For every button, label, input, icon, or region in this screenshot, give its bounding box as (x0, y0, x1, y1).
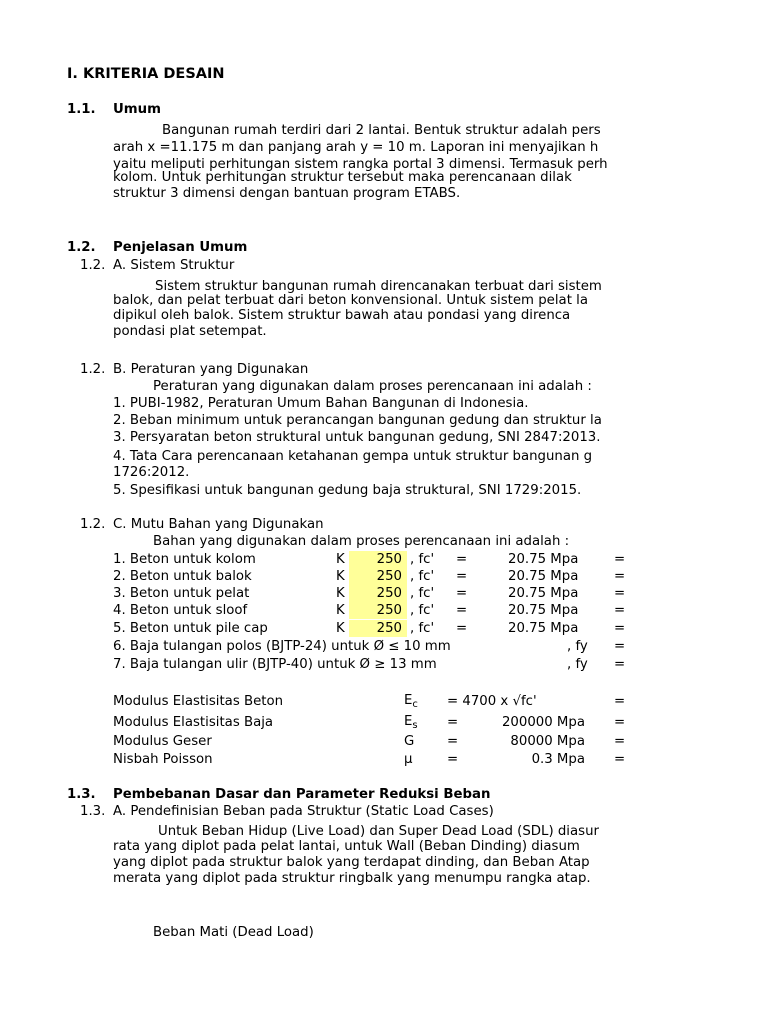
equals: = (614, 552, 626, 567)
subsection-1-2-c-number: 1.2. (80, 517, 106, 532)
modulus-label: Modulus Geser (113, 734, 212, 749)
fy-label: , fy (567, 639, 588, 654)
equals: = (614, 752, 626, 767)
section-1-2-number: 1.2. (67, 240, 96, 255)
grade-k: K (336, 586, 345, 601)
section-1-3-number: 1.3. (67, 787, 96, 802)
dead-load-heading: Beban Mati (Dead Load) (153, 925, 314, 940)
regulation-item: 4. Tata Cara perencanaan ketahanan gempa untuk struktur bangunan g (113, 449, 593, 464)
modulus-value: 0.3 Mpa (531, 752, 585, 767)
fc-label: , fc' (410, 569, 435, 584)
modulus-symbol: G (404, 734, 415, 749)
equals: = (614, 639, 626, 654)
material-label: 6. Baja tulangan polos (BJTP-24) untuk Ø ≤ 10 mm (113, 639, 451, 654)
paragraph-line: Sistem struktur bangunan rumah direncanakan terbuat dari sistem (155, 279, 602, 294)
equals: = (447, 752, 459, 767)
paragraph-line: pondasi plat setempat. (113, 324, 267, 339)
equals: = (456, 603, 468, 618)
fc-value: 20.75 Mpa (508, 603, 579, 618)
subsection-1-2-a-title: A. Sistem Struktur (113, 258, 235, 273)
equals: = (614, 621, 626, 636)
paragraph-line: yang diplot pada struktur balok yang terdapat dinding, dan Beban Atap (113, 855, 590, 870)
subsection-1-2-b-number: 1.2. (80, 362, 106, 377)
subsection-1-3-a-title: A. Pendefinisian Beban pada Struktur (Static Load Cases) (113, 804, 494, 819)
fc-value: 20.75 Mpa (508, 552, 579, 567)
grade-value: 250 (349, 620, 407, 637)
regulation-item: 1. PUBI-1982, Peraturan Umum Bahan Bangunan di Indonesia. (113, 396, 529, 411)
modulus-value: 80000 Mpa (510, 734, 585, 749)
subsection-1-2-a-number: 1.2. (80, 258, 106, 273)
grade-k: K (336, 603, 345, 618)
modulus-formula: = 4700 x √fc' (447, 694, 537, 709)
modulus-symbol: $E_c$ (404, 693, 418, 710)
paragraph-line: merata yang diplot pada struktur ringbalk yang menumpu rangka atap. (113, 871, 591, 886)
paragraph-line: yaitu meliputi perhitungan sistem rangka portal 3 dimensi. Termasuk perh (113, 157, 608, 172)
fc-label: , fc' (410, 586, 435, 601)
modulus-label: Modulus Elastisitas Beton (113, 694, 284, 709)
regulation-item: 1726:2012. (113, 465, 190, 480)
fc-label: , fc' (410, 552, 435, 567)
equals: = (456, 552, 468, 567)
equals: = (614, 603, 626, 618)
paragraph-line: balok, dan pelat terbuat dari beton konvensional. Untuk sistem pelat la (113, 293, 588, 308)
fy-label: , fy (567, 657, 588, 672)
material-intro: Bahan yang digunakan dalam proses perencanaan ini adalah : (153, 534, 570, 549)
paragraph-line: Untuk Beban Hidup (Live Load) dan Super Dead Load (SDL) diasur (158, 824, 599, 839)
paragraph-line: struktur 3 dimensi dengan bantuan program ETABS. (113, 186, 461, 201)
grade-k: K (336, 552, 345, 567)
equals: = (614, 657, 626, 672)
section-1-3-heading: Pembebanan Dasar dan Parameter Reduksi Beban (113, 787, 491, 802)
section-1-2-heading: Penjelasan Umum (113, 240, 248, 255)
subsection-1-2-c-title: C. Mutu Bahan yang Digunakan (113, 517, 324, 532)
modulus-symbol: $E_s$ (404, 714, 418, 731)
equals: = (456, 621, 468, 636)
equals: = (614, 715, 626, 730)
modulus-label: Nisbah Poisson (113, 752, 213, 767)
modulus-symbol: μ (404, 752, 413, 767)
modulus-label: Modulus Elastisitas Baja (113, 715, 274, 730)
equals: = (447, 715, 459, 730)
grade-value: 250 (349, 585, 407, 602)
fc-value: 20.75 Mpa (508, 621, 579, 636)
equals: = (614, 734, 626, 749)
paragraph-line: Bangunan rumah terdiri dari 2 lantai. Bentuk struktur adalah pers (162, 123, 601, 138)
section-1-1-number: 1.1. (67, 102, 96, 117)
equals: = (614, 694, 626, 709)
grade-value: 250 (349, 602, 407, 619)
regulation-item: 3. Persyaratan beton struktural untuk bangunan gedung, SNI 2847:2013. (113, 430, 601, 445)
fc-label: , fc' (410, 621, 435, 636)
equals: = (614, 586, 626, 601)
grade-k: K (336, 621, 345, 636)
modulus-value: 200000 Mpa (501, 715, 585, 730)
equals: = (456, 586, 468, 601)
regulation-item: 2. Beban minimum untuk perancangan bangunan gedung dan struktur la (113, 413, 602, 428)
section-1-1-heading: Umum (113, 102, 161, 117)
material-label: 2. Beton untuk balok (113, 569, 252, 584)
material-label: 7. Baja tulangan ulir (BJTP-40) untuk Ø ≥ 13 mm (113, 657, 437, 672)
equals: = (447, 734, 459, 749)
grade-value: 250 (349, 568, 407, 585)
subsection-1-3-a-number: 1.3. (80, 804, 106, 819)
grade-value: 250 (349, 551, 407, 568)
material-label: 4. Beton untuk sloof (113, 603, 248, 618)
document-title: I. KRITERIA DESAIN (67, 66, 225, 82)
paragraph-line: arah x =11.175 m dan panjang arah y = 10 m. Laporan ini menyajikan h (113, 140, 599, 155)
fc-label: , fc' (410, 603, 435, 618)
equals: = (614, 569, 626, 584)
fc-value: 20.75 Mpa (508, 569, 579, 584)
grade-k: K (336, 569, 345, 584)
regulation-item: 5. Spesifikasi untuk bangunan gedung baja struktural, SNI 1729:2015. (113, 483, 582, 498)
paragraph-line: rata yang diplot pada pelat lantai, untuk Wall (Beban Dinding) diasum (113, 839, 580, 854)
paragraph-line: dipikul oleh balok. Sistem struktur bawah atau pondasi yang direnca (113, 308, 571, 323)
equals: = (456, 569, 468, 584)
material-label: 1. Beton untuk kolom (113, 552, 256, 567)
subsection-1-2-b-title: B. Peraturan yang Digunakan (113, 362, 309, 377)
material-label: 3. Beton untuk pelat (113, 586, 250, 601)
paragraph-line: kolom. Untuk perhitungan struktur tersebut maka perencanaan dilak (113, 170, 572, 185)
material-label: 5. Beton untuk pile cap (113, 621, 268, 636)
fc-value: 20.75 Mpa (508, 586, 579, 601)
regulation-intro: Peraturan yang digunakan dalam proses perencanaan ini adalah : (153, 379, 592, 394)
